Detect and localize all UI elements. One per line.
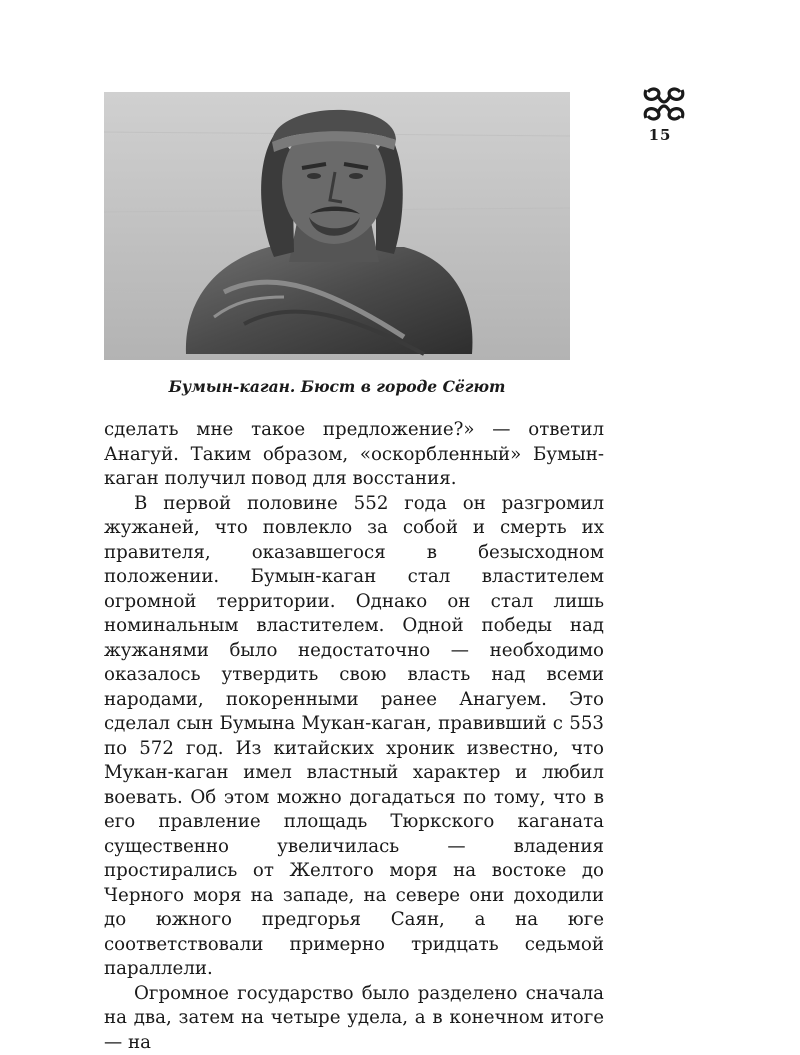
bust-sculpture-image [104,92,570,360]
page-number: 15 [630,126,690,144]
celtic-knot-icon [640,84,688,124]
bust-photo [104,92,570,360]
paragraph: сделать мне такое предложение?» — ответил Анагуй. Таким образом, «оскорбленный» Бумын-каган получил повод для восстания. [104,418,604,492]
figure-caption: Бумын-каган. Бюст в городе Сёгют [104,377,570,396]
body-text [104,418,604,1055]
paragraph: Огромное государство было разделено сначала на два, затем на четыре удела, а в конечном итоге — на [104,982,604,1055]
paragraph: В первой половине 552 года он разгромил жужаней, что повлекло за собой и смерть их правителя, оказавшегося в безысходном положении. Бумын-каган стал властителем огромной территории. Однако он стал лишь номинальным властителем. Одной победы над жужанями было недостаточно — необходимо оказалось утвердить свою власть над всеми народами, покоренными ранее Анагуем. Это сделал сын Бумына Мукан-каган, правивший с 553 по 572 год. Из китайских хроник известно, что Мукан-каган имел властный характер и любил воевать. Об этом можно догадаться по тому, что в его правление площадь Тюркского каганата существенно увеличилась — владения простирались от Желтого моря на востоке до Черного моря на западе, на севере они доходили до южного предгорья Саян, а на юге соответствовали примерно тридцать седьмой параллели. [104,492,604,982]
